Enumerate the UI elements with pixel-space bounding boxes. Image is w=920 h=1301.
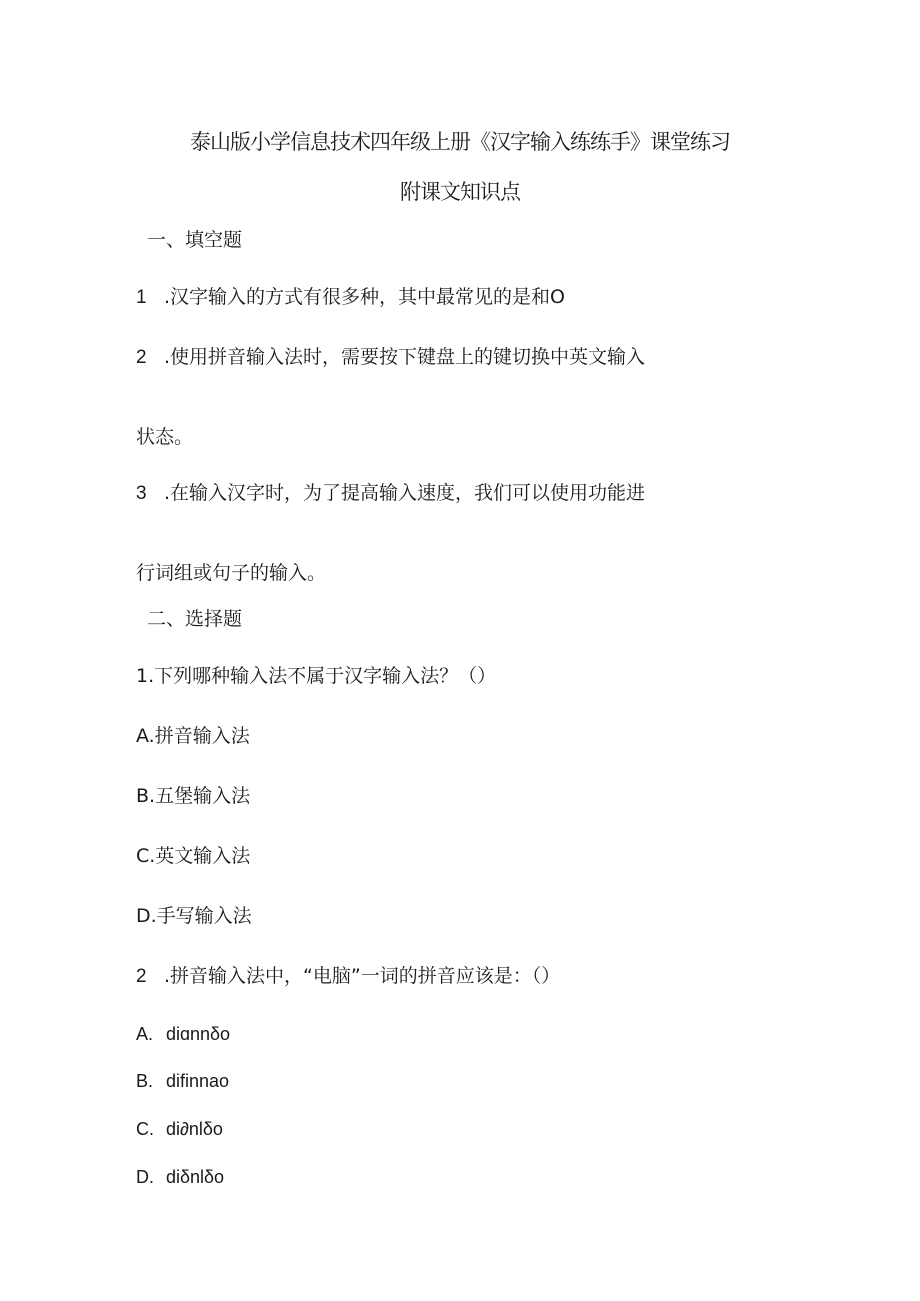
choice-question-2-option-a xyxy=(136,1022,230,1046)
question-text: .拼音输入法中，“电脑”一词的拼音应该是：（） xyxy=(164,965,561,987)
choice-question-1-option-c: C.英文输入法 xyxy=(136,845,251,867)
document-title-line1: 泰山版小学信息技术四年级上册《汉字输入练练手》课堂练习 xyxy=(190,130,730,154)
choice-question-2-option-d xyxy=(136,1165,224,1189)
section-heading-choice: 二、选择题 xyxy=(147,608,243,630)
option-letter: C. xyxy=(136,1119,154,1139)
choice-question-2-option-b xyxy=(136,1069,229,1093)
option-letter: B. xyxy=(136,1071,154,1091)
option-text: diδnlδo xyxy=(166,1167,225,1187)
choice-question-2-option-c xyxy=(136,1117,223,1141)
question-number: 2 xyxy=(136,966,147,987)
question-number: 3 xyxy=(136,483,147,504)
section-heading-fill-in: 一、填空题 xyxy=(147,229,243,251)
option-text: diɑnnδo xyxy=(166,1024,231,1044)
document-title-line2: 附课文知识点 xyxy=(400,180,520,204)
question-number: 2 xyxy=(136,347,147,368)
fill-question-3-continuation: 行词组或句子的输入。 xyxy=(136,562,327,584)
option-letter: D. xyxy=(136,1167,154,1187)
fill-question-2 xyxy=(136,345,645,370)
fill-question-1 xyxy=(136,285,565,310)
question-text: .使用拼音输入法时，需要按下键盘上的键切换中英文输入 xyxy=(164,346,646,368)
choice-question-1-option-a: A.拼音输入法 xyxy=(136,725,250,747)
fill-question-2-continuation: 状态。 xyxy=(136,426,194,448)
option-text: di∂nlδo xyxy=(166,1119,223,1139)
option-letter: A. xyxy=(136,1024,154,1044)
question-number: 1 xyxy=(136,287,147,308)
question-text: .汉字输入的方式有很多种，其中最常见的是和O xyxy=(164,286,565,308)
choice-question-2 xyxy=(136,964,560,989)
choice-question-1: 1.下列哪种输入法不属于汉字输入法？（） xyxy=(136,665,497,687)
question-text: .在输入汉字时，为了提高输入速度，我们可以使用功能进 xyxy=(164,482,646,504)
choice-question-1-option-b: B.五堡输入法 xyxy=(136,785,251,807)
choice-question-1-option-d: D.手写输入法 xyxy=(136,905,252,927)
fill-question-3 xyxy=(136,481,645,506)
option-text: difinnao xyxy=(166,1071,230,1091)
